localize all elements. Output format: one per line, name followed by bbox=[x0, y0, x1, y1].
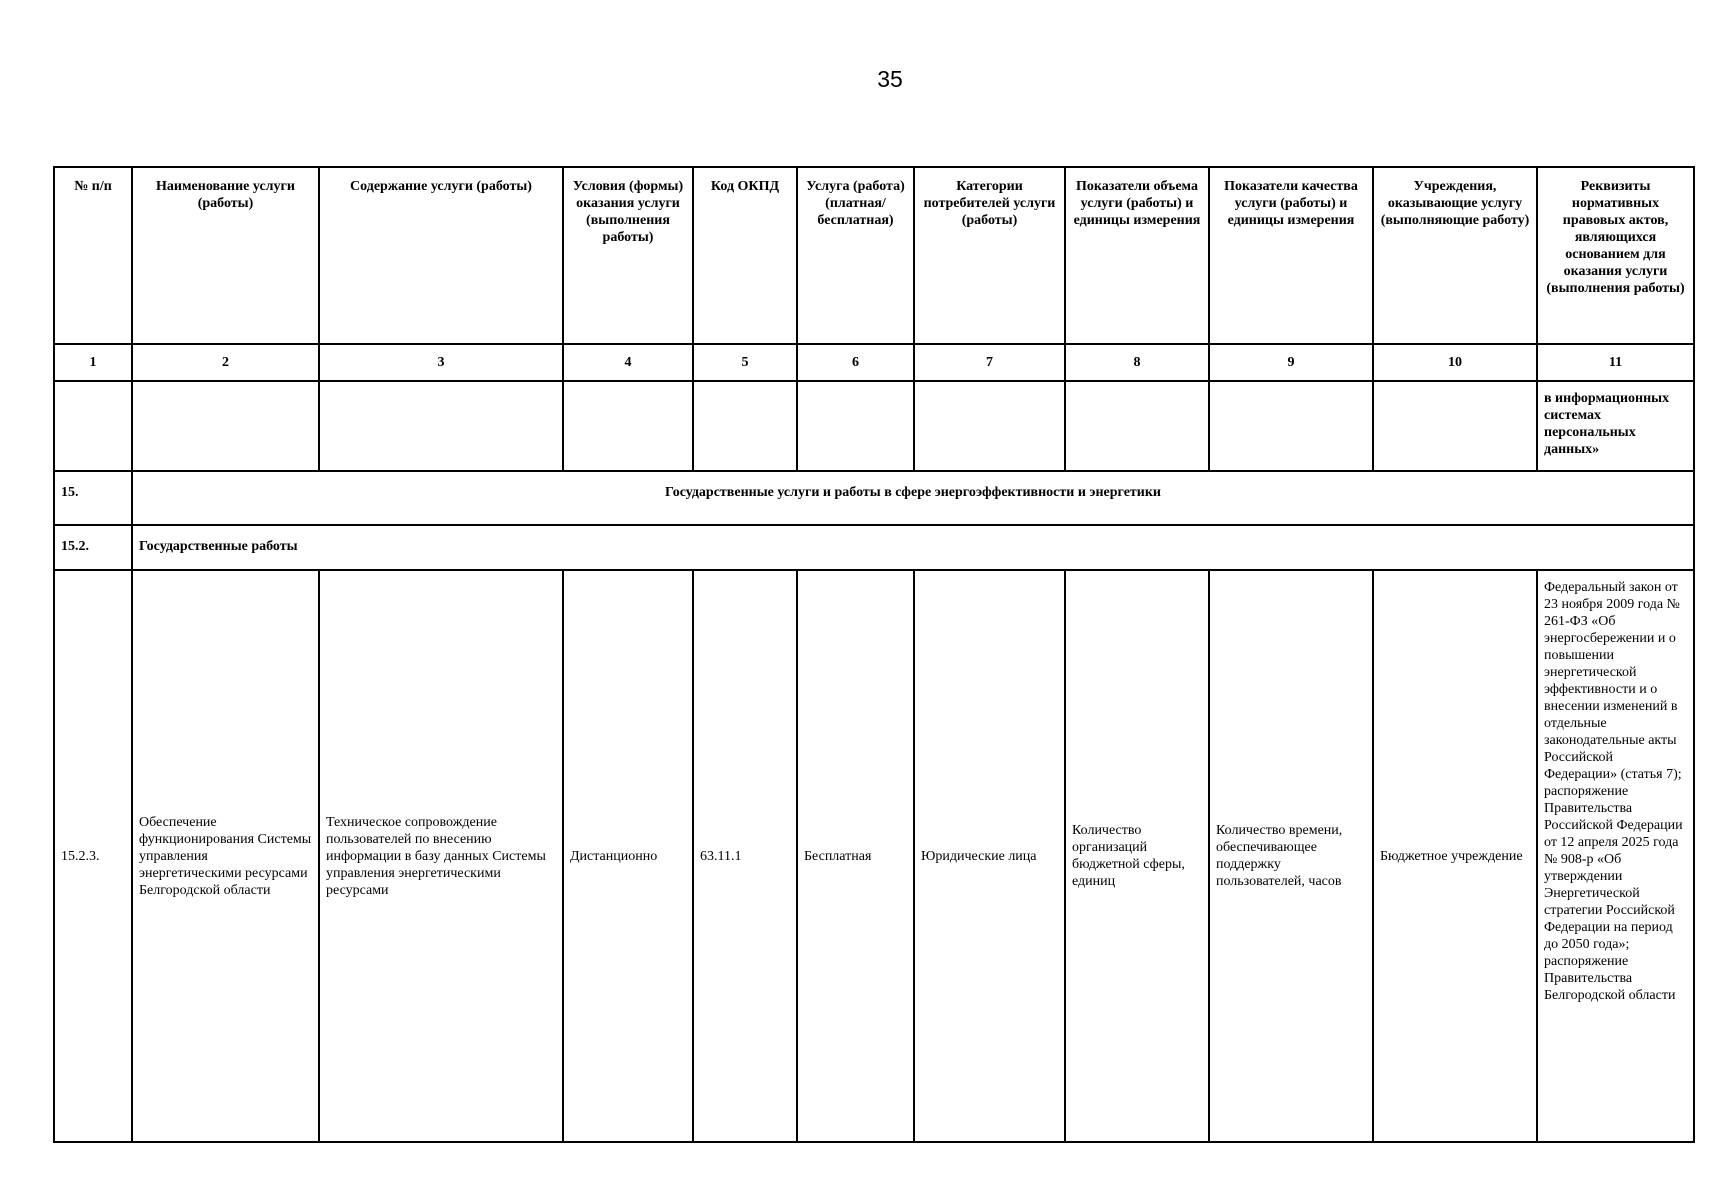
column-number: 6 bbox=[797, 344, 914, 381]
column-number: 5 bbox=[693, 344, 797, 381]
service-name: Обеспечение функционирования Системы управления энергетическими ресурсами Белгородской области bbox=[132, 570, 319, 1142]
section-number: 15. bbox=[54, 471, 132, 525]
empty-cell bbox=[132, 381, 319, 471]
quality-indicator: Количество времени, обеспечивающее поддержку пользователей, часов bbox=[1209, 570, 1373, 1142]
page-number: 35 bbox=[877, 66, 903, 92]
subsection-title: Государственные работы bbox=[132, 525, 1694, 570]
row-number: 15.2.3. bbox=[54, 570, 132, 1142]
table-row bbox=[54, 570, 1694, 1142]
empty-cell bbox=[563, 381, 693, 471]
subsection-row bbox=[54, 525, 1694, 570]
empty-cell bbox=[54, 381, 132, 471]
services-table bbox=[53, 166, 1695, 1143]
empty-cell bbox=[1209, 381, 1373, 471]
header-cell: Реквизиты нормативных правовых актов, являющихся основанием для оказания услуги (выполнения работы) bbox=[1537, 167, 1694, 344]
header-cell: Наименование услуги (работы) bbox=[132, 167, 319, 344]
service-conditions: Дистанционно bbox=[563, 570, 693, 1142]
column-number: 4 bbox=[563, 344, 693, 381]
volume-indicator: Количество организаций бюджетной сферы, единиц bbox=[1065, 570, 1209, 1142]
subsection-number: 15.2. bbox=[54, 525, 132, 570]
empty-cell bbox=[319, 381, 563, 471]
header-cell: Условия (формы) оказания услуги (выполнения работы) bbox=[563, 167, 693, 344]
header-cell: Показатели объема услуги (работы) и единицы измерения bbox=[1065, 167, 1209, 344]
consumer-category: Юридические лица bbox=[914, 570, 1065, 1142]
column-number-row bbox=[54, 344, 1694, 381]
empty-cell bbox=[1065, 381, 1209, 471]
okpd-code: 63.11.1 bbox=[693, 570, 797, 1142]
header-cell: Услуга (работа) (платная/ бесплатная) bbox=[797, 167, 914, 344]
header-cell: Учреждения, оказывающие услугу (выполняющие работу) bbox=[1373, 167, 1537, 344]
column-number: 11 bbox=[1537, 344, 1694, 381]
column-number: 2 bbox=[132, 344, 319, 381]
continuation-text: в информационных системах персональных данных» bbox=[1537, 381, 1694, 471]
service-content: Техническое сопровождение пользователей по внесению информации в базу данных Системы управления энергетическими ресурсами bbox=[319, 570, 563, 1142]
header-cell: № п/п bbox=[54, 167, 132, 344]
column-number: 9 bbox=[1209, 344, 1373, 381]
column-number: 8 bbox=[1065, 344, 1209, 381]
empty-cell bbox=[1373, 381, 1537, 471]
header-cell: Категории потребителей услуги (работы) bbox=[914, 167, 1065, 344]
header-row bbox=[54, 167, 1694, 344]
empty-cell bbox=[797, 381, 914, 471]
legal-basis: Федеральный закон от 23 ноября 2009 года № 261-ФЗ «Об энергосбережении и о повышении энергетической эффективности и о внесении изменений в отдельные законодательные акты Российской Федерации» (статья 7); распоряжение Правительства Российской Федерации от 12 апреля 2025 года № 908-р «Об утверждении Энергетической стратегии Российской Федерации на период до 2050 года»; распоряжение Правительства Белгородской области bbox=[1537, 570, 1694, 1142]
paid-status: Бесплатная bbox=[797, 570, 914, 1142]
column-number: 10 bbox=[1373, 344, 1537, 381]
column-number: 3 bbox=[319, 344, 563, 381]
column-number: 7 bbox=[914, 344, 1065, 381]
section-title: Государственные услуги и работы в сфере энергоэффективности и энергетики bbox=[132, 471, 1694, 525]
empty-cell bbox=[693, 381, 797, 471]
header-cell: Показатели качества услуги (работы) и единицы измерения bbox=[1209, 167, 1373, 344]
section-row bbox=[54, 471, 1694, 525]
institution: Бюджетное учреждение bbox=[1373, 570, 1537, 1142]
continuation-row bbox=[54, 381, 1694, 471]
header-cell: Содержание услуги (работы) bbox=[319, 167, 563, 344]
header-cell: Код ОКПД bbox=[693, 167, 797, 344]
empty-cell bbox=[914, 381, 1065, 471]
column-number: 1 bbox=[54, 344, 132, 381]
